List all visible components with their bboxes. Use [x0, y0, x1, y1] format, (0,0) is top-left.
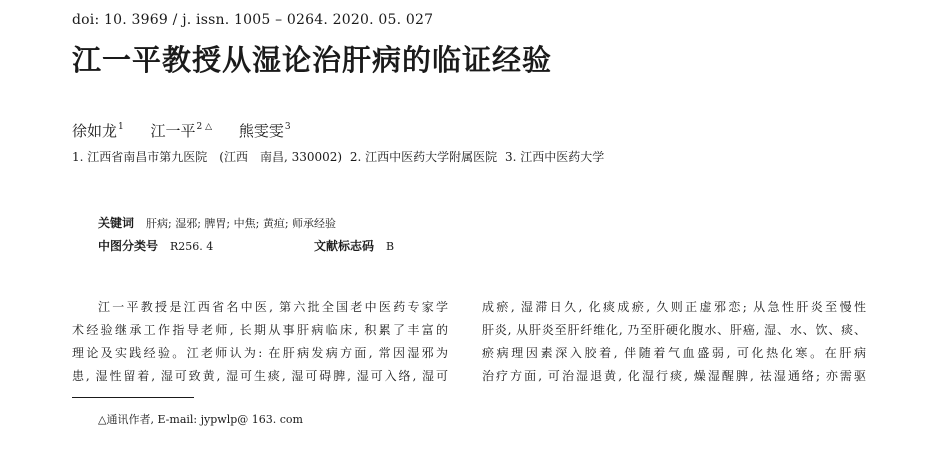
- body-line: 瘀病理因素深入胶着, 伴随着气血盛弱, 可化热化寒。在肝病: [482, 346, 866, 360]
- class-number-value: R256. 4: [170, 240, 214, 253]
- document-code-value: B: [386, 240, 395, 253]
- author-2: 江一平$^{2 \triangle}$: [150, 122, 213, 140]
- body-line: 肝炎, 从肝炎至肝纤维化, 乃至肝硬化腹水、肝癌, 湿、水、饮、痰、: [482, 323, 866, 337]
- body-line: 江一平教授是江西省名中医, 第六批全国老中医药专家学: [98, 300, 448, 314]
- body-line: 术经验继承工作指导老师, 长期从事肝病临床, 积累了丰富的: [72, 323, 448, 337]
- author-3-affiliation-mark: 3: [284, 122, 291, 132]
- document-code: [314, 237, 394, 254]
- author-1: 徐如龙$^1$: [72, 122, 124, 140]
- body-line: 患, 湿性留着, 湿可致黄, 湿可生痰, 湿可碍脾, 湿可入络, 湿可: [72, 369, 448, 383]
- body-line: 治疗方面, 可治湿退黄, 化湿行痰, 燥湿醒脾, 祛湿通络; 亦需驱: [482, 369, 866, 383]
- author-1-affiliation-mark: 1: [118, 122, 124, 132]
- affiliation-3: 3. 江西中医药大学: [505, 150, 605, 164]
- author-3: 熊雯雯$^3$: [238, 122, 291, 140]
- class-number-label: 中图分类号: [98, 239, 159, 253]
- document-code-label: 文献标志码: [314, 239, 375, 253]
- body-column-left: [72, 296, 448, 388]
- body-line: 成瘀, 湿滞日久, 化痰成瘀, 久则正虚邪恋; 从急性肝炎至慢性: [482, 300, 866, 314]
- affiliation-1: 1. 江西省南昌市第九医院 (江西 南昌, 330002): [72, 150, 343, 164]
- classification-row: [98, 237, 428, 254]
- doi-line: doi: 10. 3969 / j. issn. 1005 – 0264. 2020. 05. 027: [72, 12, 434, 28]
- keywords-value: 肝病; 湿邪; 脾胃; 中焦; 黄疸; 师承经验: [146, 217, 337, 230]
- body-line: 理论及实践经验。江老师认为: 在肝病发病方面, 常因湿邪为: [72, 346, 448, 360]
- affiliation-list: [72, 148, 608, 165]
- keywords-label: 关键词: [98, 216, 135, 230]
- author-list: [72, 120, 313, 141]
- body-column-right: [482, 296, 866, 388]
- corresponding-author-footnote: △通讯作者, E-mail: jypwlp@ 163. com: [98, 413, 303, 426]
- keywords-row: [98, 214, 336, 231]
- footnote-divider: [72, 397, 194, 398]
- affiliation-2: 2. 江西中医药大学附属医院: [349, 150, 498, 164]
- article-title: 江一平教授从湿论治肝病的临证经验: [72, 43, 553, 77]
- author-2-affiliation-mark: 2 △: [196, 122, 213, 132]
